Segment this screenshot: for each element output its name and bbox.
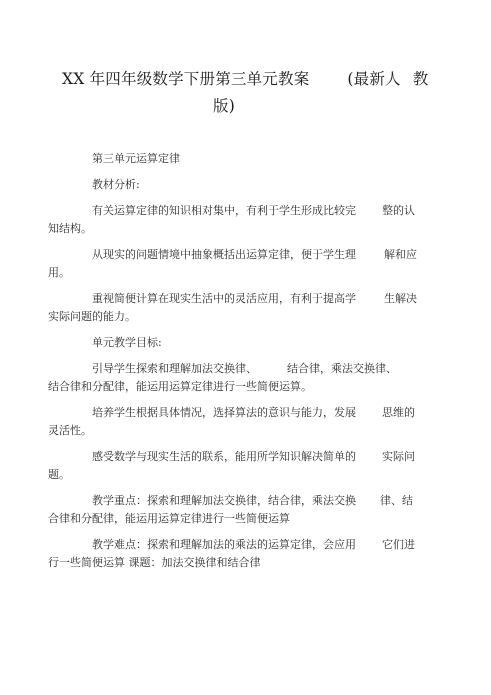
document-body — [48, 150, 440, 580]
goal-paragraph-2: 培养学生根据具体情况，选择算法的意识与能力，发展 思维的 灵活性。 — [48, 406, 415, 437]
title-paren-mid: 教 — [412, 70, 429, 88]
title-paren-start: (最新人 — [347, 70, 401, 88]
analysis-paragraph-3: 重视简便计算在现实生活中的灵活应用，有利于提高学 生解决 实际问题的能力。 — [48, 292, 417, 323]
title-line-1 — [62, 66, 442, 93]
title-line-2: 版) — [213, 97, 235, 115]
analysis-paragraph-1: 有关运算定律的知识相对集中，有利于学生形成比较完 整的认 知结构。 — [48, 204, 415, 235]
unit-heading: 第三单元运算定律 — [92, 152, 180, 165]
key-points-paragraph: 教学重点：探索和理解加法交换律，结合律，乘法交换 律、结 合律和分配律，能运用运算定律进行一些简便运算 — [48, 494, 413, 525]
goal-paragraph-1: 引导学生探索和理解加法交换律、 结合律，乘法交换律、 结合律和分配律，能运用运算定律进行一些简便运算。 — [48, 362, 397, 393]
goal-paragraph-3: 感受数学与现实生活的联系，能用所学知识解决简单的 实际问 题。 — [48, 450, 415, 481]
goals-heading: 单元教学目标: — [92, 336, 162, 349]
analysis-heading: 教材分析: — [92, 178, 140, 191]
difficulties-paragraph: 教学难点：探索和理解加法的乘法的运算定律，会应用 它们进 行一些简便运算 课题：加法交换律和结合律 — [48, 538, 415, 569]
analysis-paragraph-2: 从现实的问题情境中抽象概括出运算定律，便于学生理 解和应 用。 — [48, 248, 417, 279]
title-main: XX 年四年级数学下册第三单元教案 — [62, 70, 310, 88]
document-title — [62, 66, 442, 120]
